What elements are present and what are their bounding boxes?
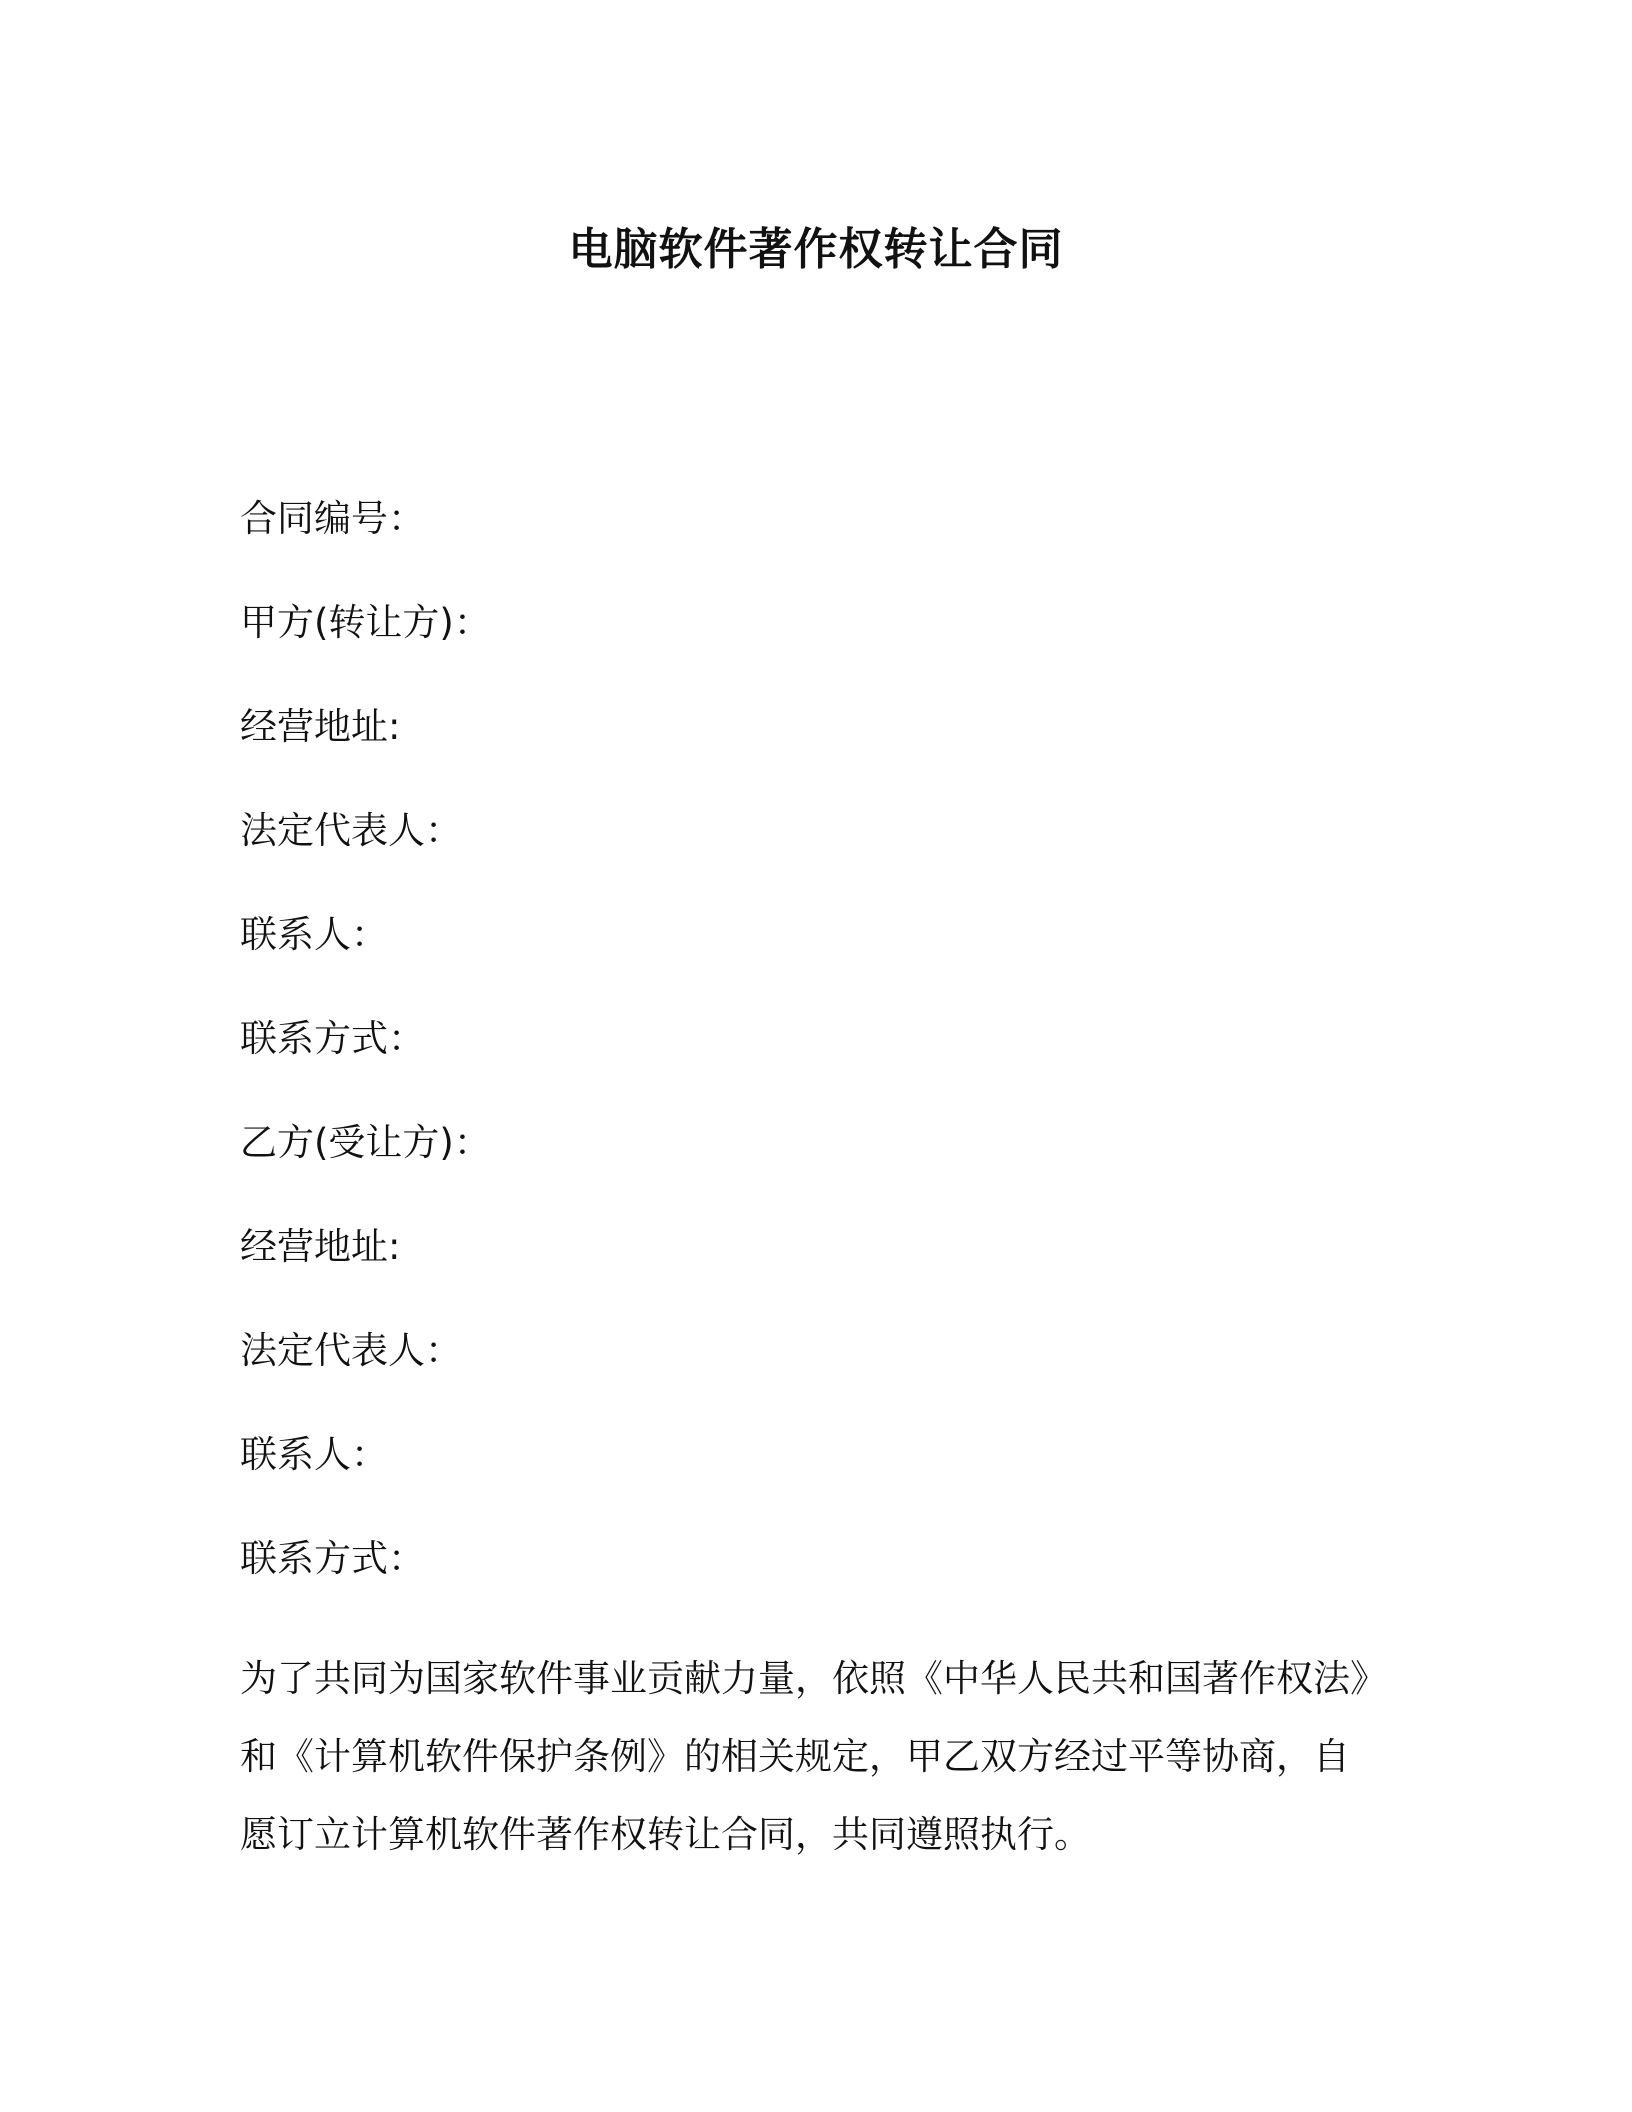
field-party-a-address: 经营地址: — [240, 705, 401, 748]
field-party-b: 乙方(受让方)： — [240, 1121, 491, 1164]
field-party-a-legal-rep: 法定代表人： — [240, 809, 462, 852]
field-party-b-legal-rep: 法定代表人： — [240, 1329, 462, 1372]
intro-line: 为了共同为国家软件事业贡献力量，依照《中华人民共和国著作权法》 — [240, 1657, 1387, 1700]
intro-line: 和《计算机软件保护条例》的相关规定，甲乙双方经过平等协商，自 — [240, 1735, 1350, 1778]
field-party-a: 甲方(转让方)： — [240, 601, 491, 644]
field-party-a-contact-info: 联系方式： — [240, 1017, 425, 1060]
party-fields — [240, 495, 1400, 1639]
field-party-b-contact-info: 联系方式： — [240, 1537, 425, 1580]
intro-paragraph — [240, 1640, 1400, 1874]
field-party-a-contact: 联系人： — [240, 913, 388, 956]
document-title: 电脑软件著作权转让合同 — [568, 224, 1064, 275]
field-party-b-contact: 联系人： — [240, 1433, 388, 1476]
intro-line: 愿订立计算机软件著作权转让合同，共同遵照执行。 — [240, 1813, 1091, 1856]
field-party-b-address: 经营地址: — [240, 1225, 401, 1268]
field-contract-number: 合同编号： — [240, 497, 425, 540]
